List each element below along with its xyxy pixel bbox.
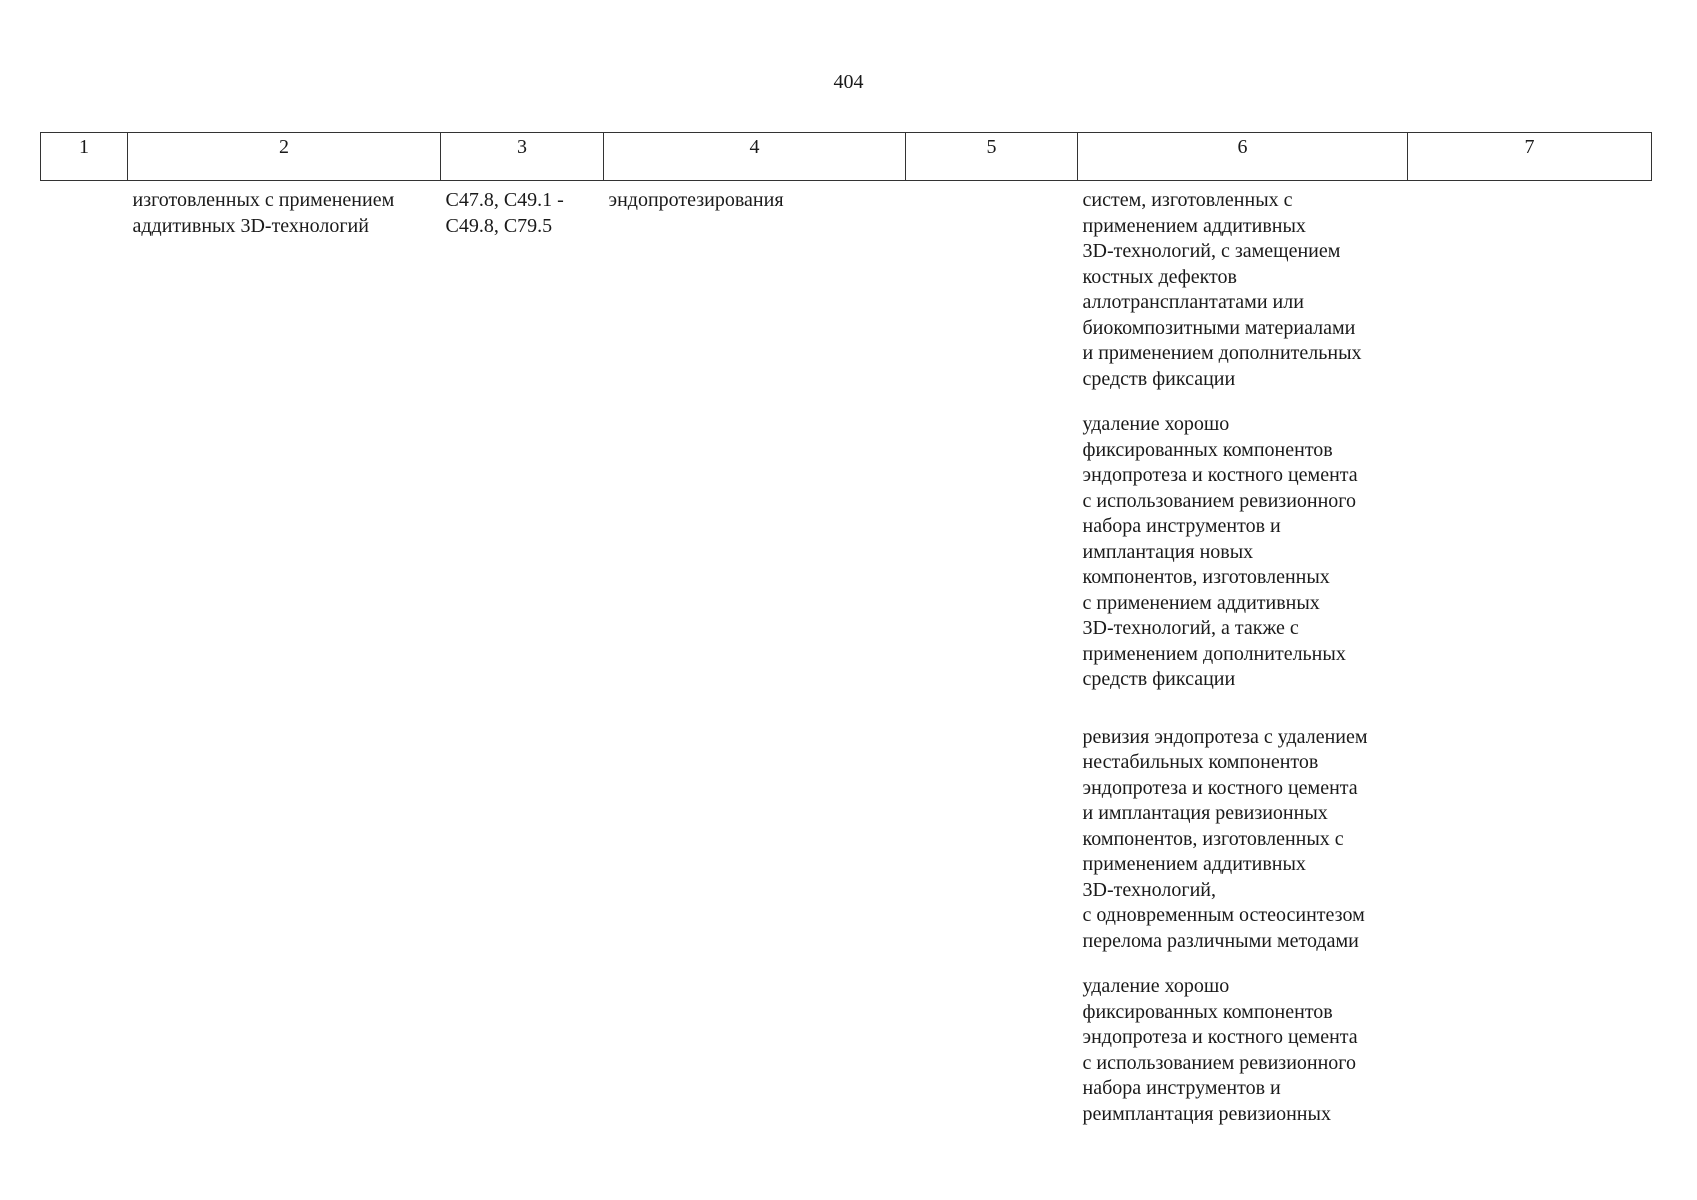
- column-header-4: 4: [604, 133, 906, 181]
- procedure-text: удаление хорошо фиксированных компонентов эндопротеза и костного цемента с использованием ревизионного набора инструментов и имплантация новых компонентов, изготовленных с применением аддитивных 3D-технологий, а также с применением дополнительных средств фиксации: [1082, 413, 1358, 690]
- column-header-2: 2: [128, 133, 441, 181]
- cell-col-2: [128, 181, 441, 1128]
- procedure-text: ревизия эндопротеза с удалением нестабильных компонентов эндопротеза и костного цемента и имплантация ревизионных компонентов, изготовленных с применением аддитивных 3D-технологий, с одновременным остеосинтезом перелома различными методами: [1082, 725, 1368, 952]
- table-row: [41, 181, 1652, 1128]
- cell-col-3: [441, 181, 604, 1128]
- page-number: 404: [833, 71, 864, 93]
- column-header-3: 3: [441, 133, 604, 181]
- header-row: [41, 133, 1652, 181]
- column-header-7: 7: [1408, 133, 1652, 181]
- procedure-text: удаление хорошо фиксированных компонентов эндопротеза и костного цемента с использованием ревизионного набора инструментов и реимплантация ревизионных: [1082, 975, 1358, 1125]
- cell-col-4: [604, 181, 906, 1128]
- cell-col-6: [1078, 181, 1408, 1128]
- document-table: [40, 132, 1652, 1127]
- table-header: [41, 133, 1652, 181]
- cell-col-7: [1408, 181, 1652, 1128]
- procedure-text: систем, изготовленных с применением аддитивных 3D-технологий, с замещением костных дефектов аллотрансплантатами или биокомпозитными материалами и применением дополнительных средств фиксации: [1082, 189, 1362, 390]
- column-header-5: 5: [906, 133, 1078, 181]
- cell-text: изготовленных с применением аддитивных 3D-технологий: [132, 189, 395, 237]
- cell-col-1: [41, 181, 128, 1128]
- cell-col-5: [906, 181, 1078, 1128]
- column-header-1: 1: [41, 133, 128, 181]
- cell-text: C47.8, C49.1 - C49.8, C79.5: [445, 189, 564, 237]
- cell-text: эндопротезирования: [608, 189, 784, 211]
- column-header-6: 6: [1078, 133, 1408, 181]
